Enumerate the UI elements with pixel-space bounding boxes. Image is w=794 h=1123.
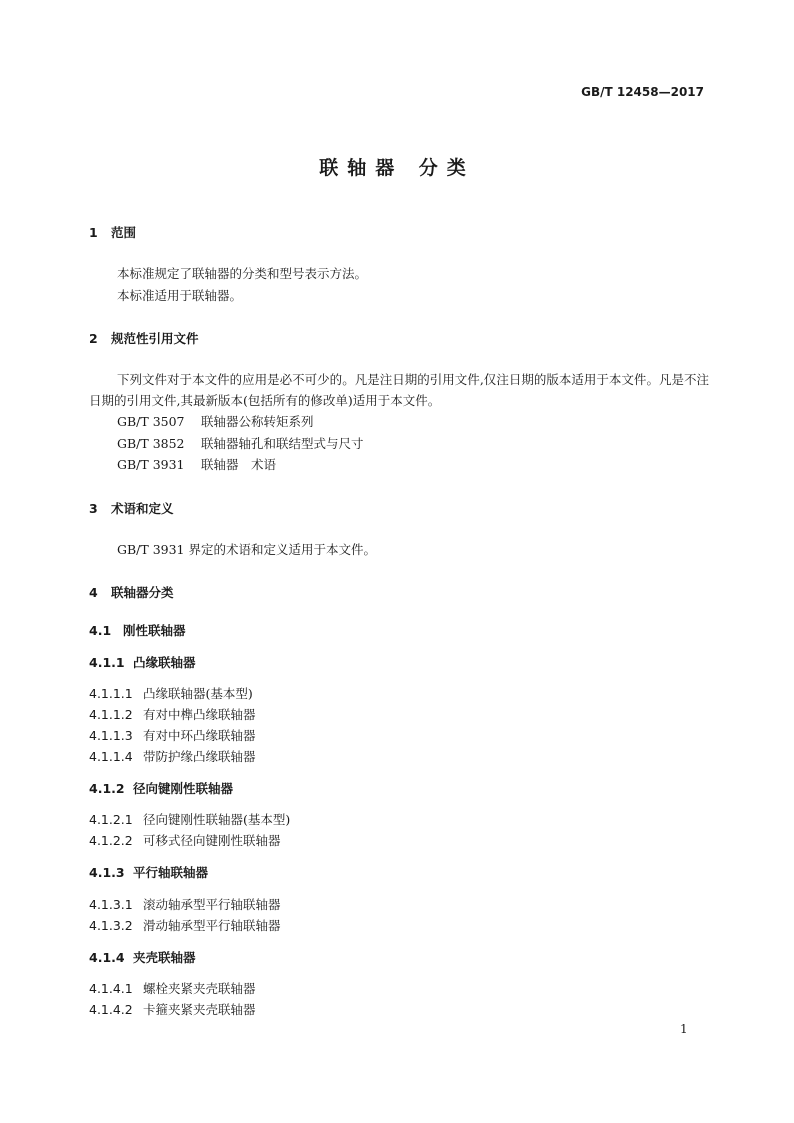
subsection-title: 刚性联轴器: [123, 623, 186, 638]
reference-item: [117, 455, 276, 473]
reference-title: 联轴器 术语: [201, 457, 277, 472]
item-text: 凸缘联轴器(基本型): [143, 686, 253, 701]
item-text: 螺栓夹紧夹壳联轴器: [143, 981, 256, 996]
section-title: 规范性引用文件: [111, 331, 199, 346]
item-text: 有对中榫凸缘联轴器: [143, 707, 256, 722]
standard-number: GB/T 12458—2017: [581, 85, 704, 99]
reference-title: 联轴器公称转矩系列: [201, 414, 314, 429]
subsection-heading: [89, 621, 186, 639]
list-item: [89, 810, 290, 828]
item-number: 4.1.1.1: [89, 686, 133, 701]
item-number: 4.1.1.2: [89, 707, 133, 722]
section-number: 2: [89, 331, 98, 346]
section-heading-3: [89, 499, 174, 517]
reference-code: GB/T 3852: [117, 436, 185, 451]
reference-title: 联轴器轴孔和联结型式与尺寸: [201, 436, 364, 451]
section-heading-2: [89, 329, 199, 347]
subsection-title: 凸缘联轴器: [133, 655, 196, 670]
list-item: [89, 705, 256, 723]
subsection-heading: [89, 653, 196, 671]
subsection-heading: [89, 948, 196, 966]
subsection-title: 径向键刚性联轴器: [133, 781, 234, 796]
list-item: [89, 979, 256, 997]
item-text: 带防护缘凸缘联轴器: [143, 749, 256, 764]
item-number: 4.1.4.1: [89, 981, 133, 996]
item-text: 卡箍夹紧夹壳联轴器: [143, 1002, 256, 1017]
list-item: [89, 726, 256, 744]
item-text: 可移式径向键刚性联轴器: [143, 833, 281, 848]
subsection-heading: [89, 863, 208, 881]
section-title: 联轴器分类: [111, 585, 174, 600]
subsection-number: 4.1.2: [89, 781, 125, 796]
subsection-number: 4.1.4: [89, 950, 125, 965]
paragraph: GB/T 3931 界定的术语和定义适用于本文件。: [117, 542, 376, 557]
list-item: [89, 916, 281, 934]
item-text: 有对中环凸缘联轴器: [143, 728, 256, 743]
paragraph: 下列文件对于本文件的应用是必不可少的。凡是注日期的引用文件,仅注日期的版本适用于本文件。凡是不注日期的引用文件,其最新版本(包括所有的修改单)适用于本文件。: [89, 372, 709, 408]
item-text: 滑动轴承型平行轴联轴器: [143, 918, 281, 933]
item-text: 滚动轴承型平行轴联轴器: [143, 897, 281, 912]
item-number: 4.1.3.2: [89, 918, 133, 933]
item-number: 4.1.1.4: [89, 749, 133, 764]
page-number: 1: [680, 1022, 688, 1036]
paragraph: 本标准规定了联轴器的分类和型号表示方法。: [117, 266, 368, 281]
section-title: 术语和定义: [111, 501, 174, 516]
item-number: 4.1.4.2: [89, 1002, 133, 1017]
reference-item: [117, 412, 314, 430]
subsection-number: 4.1: [89, 623, 112, 638]
section-heading-4: [89, 583, 174, 601]
list-item: [89, 747, 256, 765]
item-number: 4.1.3.1: [89, 897, 133, 912]
section-number: 4: [89, 585, 98, 600]
list-item: [89, 895, 281, 913]
section-heading-1: [89, 223, 136, 241]
list-item: [89, 1000, 256, 1018]
paragraph: 本标准适用于联轴器。: [117, 288, 243, 303]
subsection-title: 夹壳联轴器: [133, 950, 196, 965]
section-number: 1: [89, 225, 98, 240]
item-number: 4.1.2.1: [89, 812, 133, 827]
reference-code: GB/T 3507: [117, 414, 185, 429]
list-item: [89, 684, 253, 702]
item-number: 4.1.1.3: [89, 728, 133, 743]
section-number: 3: [89, 501, 98, 516]
subsection-number: 4.1.3: [89, 865, 125, 880]
reference-item: [117, 434, 364, 452]
item-text: 径向键刚性联轴器(基本型): [143, 812, 291, 827]
subsection-title: 平行轴联轴器: [133, 865, 209, 880]
document-title: 联轴器 分类: [319, 157, 475, 179]
reference-code: GB/T 3931: [117, 457, 185, 472]
subsection-heading: [89, 779, 233, 797]
subsection-number: 4.1.1: [89, 655, 125, 670]
item-number: 4.1.2.2: [89, 833, 133, 848]
list-item: [89, 831, 281, 849]
section-title: 范围: [111, 225, 137, 240]
